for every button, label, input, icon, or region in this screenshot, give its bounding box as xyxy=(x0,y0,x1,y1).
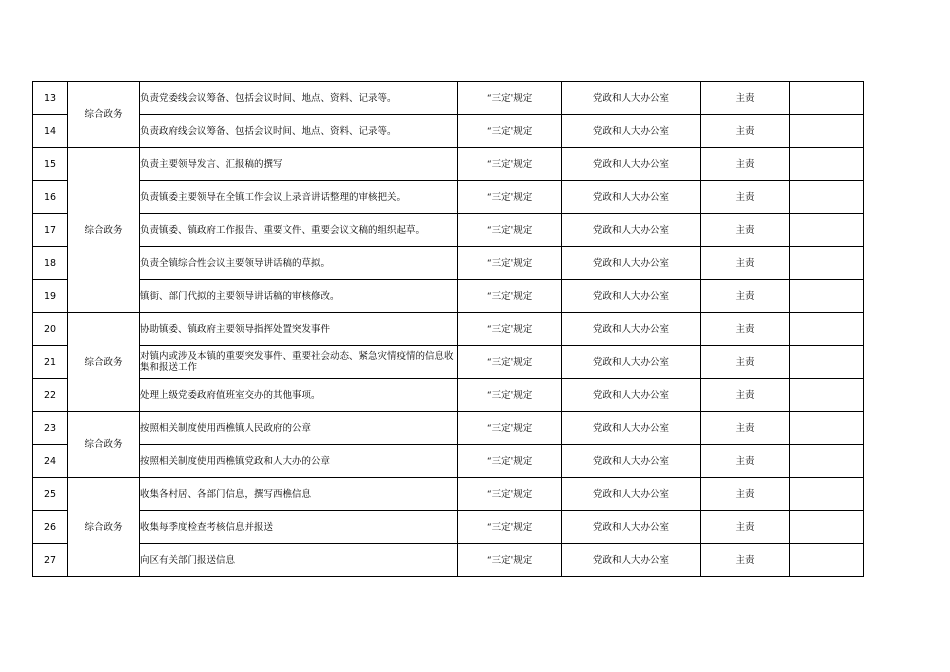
responsibility-cell: 主责 xyxy=(701,82,790,115)
basis-cell: “三定'规定 xyxy=(458,148,562,181)
row-number: 14 xyxy=(33,115,68,148)
responsibility-cell: 主责 xyxy=(701,313,790,346)
department-cell: 党政和人大办公室 xyxy=(562,544,701,577)
basis-cell: “三定'规定 xyxy=(458,478,562,511)
basis-cell: “三定'规定 xyxy=(458,280,562,313)
department-cell: 党政和人大办公室 xyxy=(562,82,701,115)
table-row xyxy=(33,247,864,280)
duty-description: 对镇内或涉及本镇的重要突发事件、重要社会动态、紧急灾情疫情的信息收集和报送工作 xyxy=(140,346,458,379)
responsibility-cell: 主责 xyxy=(701,214,790,247)
responsibility-cell: 主责 xyxy=(701,511,790,544)
empty-cell xyxy=(790,511,864,544)
department-cell: 党政和人大办公室 xyxy=(562,148,701,181)
empty-cell xyxy=(790,247,864,280)
department-cell: 党政和人大办公室 xyxy=(562,445,701,478)
table-row xyxy=(33,346,864,379)
basis-cell: “三定'规定 xyxy=(458,511,562,544)
department-cell: 党政和人大办公室 xyxy=(562,181,701,214)
row-number: 17 xyxy=(33,214,68,247)
empty-cell xyxy=(790,280,864,313)
row-number: 21 xyxy=(33,346,68,379)
department-cell: 党政和人大办公室 xyxy=(562,511,701,544)
table-row xyxy=(33,181,864,214)
table-row xyxy=(33,280,864,313)
department-cell: 党政和人大办公室 xyxy=(562,115,701,148)
empty-cell xyxy=(790,82,864,115)
table-row xyxy=(33,214,864,247)
responsibility-cell: 主责 xyxy=(701,115,790,148)
department-cell: 党政和人大办公室 xyxy=(562,280,701,313)
duty-description: 负责全镇综合性会议主要领导讲话稿的草拟。 xyxy=(140,247,458,280)
duty-description: 负责主要领导发言、汇报稿的撰写 xyxy=(140,148,458,181)
table-row xyxy=(33,511,864,544)
responsibility-cell: 主责 xyxy=(701,247,790,280)
basis-cell: “三定'规定 xyxy=(458,412,562,445)
duty-description: 负责党委线会议筹备、包括会议时间、地点、资料、记录等。 xyxy=(140,82,458,115)
row-number: 25 xyxy=(33,478,68,511)
duty-description: 镇街、部门代拟的主要领导讲话稿的审核修改。 xyxy=(140,280,458,313)
duty-description: 处理上级党委政府值班室交办的其他事项。 xyxy=(140,379,458,412)
empty-cell xyxy=(790,346,864,379)
department-cell: 党政和人大办公室 xyxy=(562,412,701,445)
empty-cell xyxy=(790,445,864,478)
department-cell: 党政和人大办公室 xyxy=(562,214,701,247)
basis-cell: “三定'规定 xyxy=(458,544,562,577)
table-row xyxy=(33,478,864,511)
table-row xyxy=(33,445,864,478)
empty-cell xyxy=(790,148,864,181)
duty-description: 收集每季度检查考核信息并报送 xyxy=(140,511,458,544)
duty-description: 负责镇委主要领导在全镇工作会议上录音讲话整理的审核把关。 xyxy=(140,181,458,214)
basis-cell: “三定'规定 xyxy=(458,82,562,115)
category-cell: 综合政务 xyxy=(68,412,140,478)
responsibility-cell: 主责 xyxy=(701,412,790,445)
department-cell: 党政和人大办公室 xyxy=(562,313,701,346)
empty-cell xyxy=(790,478,864,511)
empty-cell xyxy=(790,412,864,445)
category-cell: 综合政务 xyxy=(68,148,140,313)
row-number: 22 xyxy=(33,379,68,412)
table-row xyxy=(33,82,864,115)
row-number: 20 xyxy=(33,313,68,346)
category-cell: 综合政务 xyxy=(68,313,140,412)
department-cell: 党政和人大办公室 xyxy=(562,379,701,412)
row-number: 19 xyxy=(33,280,68,313)
responsibility-cell: 主责 xyxy=(701,544,790,577)
table-row xyxy=(33,412,864,445)
empty-cell xyxy=(790,181,864,214)
department-cell: 党政和人大办公室 xyxy=(562,247,701,280)
table-row xyxy=(33,148,864,181)
row-number: 26 xyxy=(33,511,68,544)
basis-cell: “三定'规定 xyxy=(458,445,562,478)
duty-description: 负责镇委、镇政府工作报告、重要文件、重要会议文稿的组织起草。 xyxy=(140,214,458,247)
responsibility-cell: 主责 xyxy=(701,346,790,379)
responsibility-cell: 主责 xyxy=(701,148,790,181)
empty-cell xyxy=(790,115,864,148)
basis-cell: “三定'规定 xyxy=(458,379,562,412)
row-number: 15 xyxy=(33,148,68,181)
empty-cell xyxy=(790,379,864,412)
basis-cell: “三定'规定 xyxy=(458,181,562,214)
basis-cell: “三定'规定 xyxy=(458,247,562,280)
row-number: 24 xyxy=(33,445,68,478)
responsibility-cell: 主责 xyxy=(701,379,790,412)
duty-description: 向区有关部门报送信息 xyxy=(140,544,458,577)
basis-cell: “三定'规定 xyxy=(458,313,562,346)
duty-description: 按照相关制度使用西樵镇人民政府的公章 xyxy=(140,412,458,445)
row-number: 27 xyxy=(33,544,68,577)
table-row xyxy=(33,544,864,577)
responsibility-cell: 主责 xyxy=(701,280,790,313)
responsibility-cell: 主责 xyxy=(701,181,790,214)
category-cell: 综合政务 xyxy=(68,478,140,577)
basis-cell: “三定'规定 xyxy=(458,346,562,379)
row-number: 16 xyxy=(33,181,68,214)
empty-cell xyxy=(790,313,864,346)
department-cell: 党政和人大办公室 xyxy=(562,346,701,379)
empty-cell xyxy=(790,544,864,577)
basis-cell: “三定'规定 xyxy=(458,115,562,148)
duty-description: 收集各村居、各部门信息，撰写西樵信息 xyxy=(140,478,458,511)
row-number: 18 xyxy=(33,247,68,280)
empty-cell xyxy=(790,214,864,247)
duty-table xyxy=(32,81,864,577)
row-number: 13 xyxy=(33,82,68,115)
category-cell: 综合政务 xyxy=(68,82,140,148)
department-cell: 党政和人大办公室 xyxy=(562,478,701,511)
duty-description: 协助镇委、镇政府主要领导指挥处置突发事件 xyxy=(140,313,458,346)
table-row xyxy=(33,313,864,346)
table-row xyxy=(33,379,864,412)
responsibility-cell: 主责 xyxy=(701,478,790,511)
responsibility-cell: 主责 xyxy=(701,445,790,478)
row-number: 23 xyxy=(33,412,68,445)
basis-cell: “三定'规定 xyxy=(458,214,562,247)
table-row xyxy=(33,115,864,148)
duty-description: 负责政府线会议筹备、包括会议时间、地点、资料、记录等。 xyxy=(140,115,458,148)
duty-description: 按照相关制度使用西樵镇党政和人大办的公章 xyxy=(140,445,458,478)
